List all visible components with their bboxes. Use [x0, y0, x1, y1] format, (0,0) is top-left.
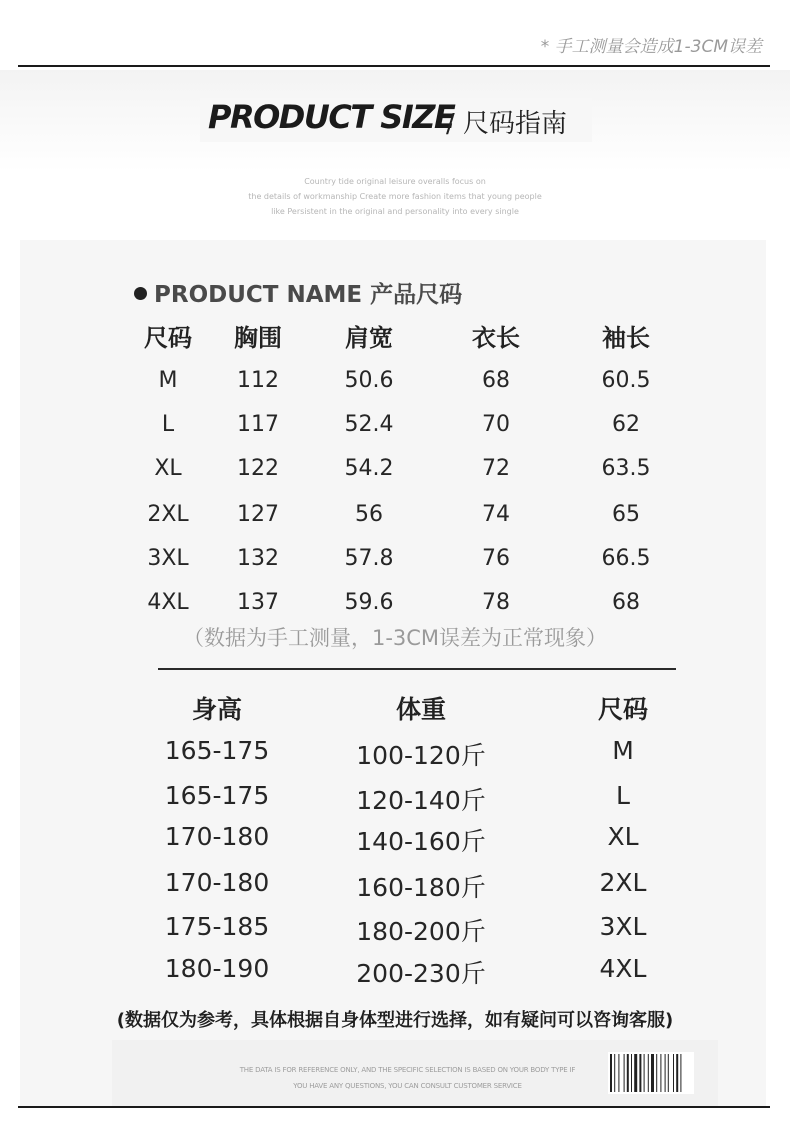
- barcode-icon: [608, 1052, 694, 1094]
- table-cell: 122: [237, 456, 279, 481]
- table-cell: L: [616, 781, 630, 810]
- table-cell: 60.5: [601, 368, 651, 393]
- table-cell: 72: [482, 456, 510, 481]
- table-cell: 175-185: [164, 912, 270, 941]
- table-cell: 50.6: [344, 368, 394, 393]
- table-cell: 52.4: [344, 412, 394, 437]
- table-cell: 56: [355, 502, 383, 527]
- page-title-en: PRODUCT SIZE: [208, 98, 455, 136]
- tagline-line: Country tide original leisure overalls focus on: [304, 177, 486, 186]
- table-cell: M: [158, 368, 178, 393]
- table-cell: 117: [237, 412, 279, 437]
- table-divider: [158, 668, 676, 670]
- table-cell: 68: [482, 368, 510, 393]
- table-cell: 57.8: [344, 546, 394, 571]
- section-heading-text: PRODUCT NAME 产品尺码: [154, 282, 463, 308]
- table-cell: 132: [237, 546, 279, 571]
- table-cell: 165-175: [164, 781, 270, 810]
- table-cell: XL: [154, 456, 182, 481]
- column-header: 肩宽: [345, 324, 393, 352]
- column-header: 尺码: [597, 695, 649, 724]
- table-cell: 74: [482, 502, 510, 527]
- table-cell: 170-180: [164, 822, 270, 851]
- tagline-line: like Persistent in the original and personality into every single: [271, 207, 519, 216]
- table-cell: 62: [612, 412, 640, 437]
- footer-line: THE DATA IS FOR REFERENCE ONLY, AND THE SPECIFIC SELECTION IS BASED ON YOUR BODY TYPE IF: [239, 1066, 576, 1074]
- table-cell: 180-190: [164, 954, 270, 983]
- table-cell: 140-160斤: [356, 827, 486, 856]
- table-cell: 4XL: [599, 954, 647, 983]
- table-cell: 2XL: [147, 502, 189, 527]
- table-cell: 127: [237, 502, 279, 527]
- column-header: 胸围: [234, 324, 282, 352]
- table-cell: 2XL: [599, 868, 647, 897]
- measurement-note: （数据为手工测量，1-3CM误差为正常现象）: [182, 626, 608, 650]
- top-rule: [18, 65, 770, 67]
- table-cell: 160-180斤: [356, 873, 486, 902]
- column-header: 体重: [395, 695, 447, 724]
- table-cell: 120-140斤: [356, 786, 486, 815]
- page-title-cn: / 尺码指南: [446, 109, 568, 139]
- table-cell: M: [612, 736, 634, 765]
- table-cell: 54.2: [344, 456, 394, 481]
- table-cell: 3XL: [599, 912, 647, 941]
- table-cell: 170-180: [164, 868, 270, 897]
- column-header: 衣长: [472, 324, 520, 352]
- column-header: 尺码: [144, 324, 192, 352]
- column-header: 袖长: [602, 324, 650, 352]
- bottom-rule: [18, 1106, 770, 1108]
- table-cell: 78: [482, 590, 510, 615]
- table-cell: 65: [612, 502, 640, 527]
- table-cell: L: [161, 412, 175, 437]
- tagline-line: the details of workmanship Create more fashion items that young people: [248, 192, 542, 201]
- bullet-dot-icon: [134, 287, 147, 300]
- table-cell: 180-200斤: [356, 917, 486, 946]
- footer-line: YOU HAVE ANY QUESTIONS, YOU CAN CONSULT CUSTOMER SERVICE: [293, 1082, 522, 1090]
- table-cell: 70: [482, 412, 510, 437]
- column-header: 身高: [191, 695, 243, 724]
- table-cell: 66.5: [601, 546, 651, 571]
- table-cell: 3XL: [147, 546, 189, 571]
- table-cell: 165-175: [164, 736, 270, 765]
- table-cell: 112: [237, 368, 279, 393]
- measurement-error-note: * 手工测量会造成1-3CM误差: [540, 37, 762, 57]
- table-cell: 59.6: [344, 590, 394, 615]
- table-cell: 200-230斤: [356, 959, 486, 988]
- table-cell: 4XL: [147, 590, 189, 615]
- table-cell: 137: [237, 590, 279, 615]
- table-cell: 100-120斤: [356, 741, 486, 770]
- table-cell: XL: [607, 822, 639, 851]
- table-cell: 76: [482, 546, 510, 571]
- table-cell: 68: [612, 590, 640, 615]
- reference-note: (数据仅为参考，具体根据自身体型进行选择，如有疑问可以咨询客服): [116, 1010, 674, 1031]
- table-cell: 63.5: [601, 456, 651, 481]
- section-heading: [134, 276, 462, 309]
